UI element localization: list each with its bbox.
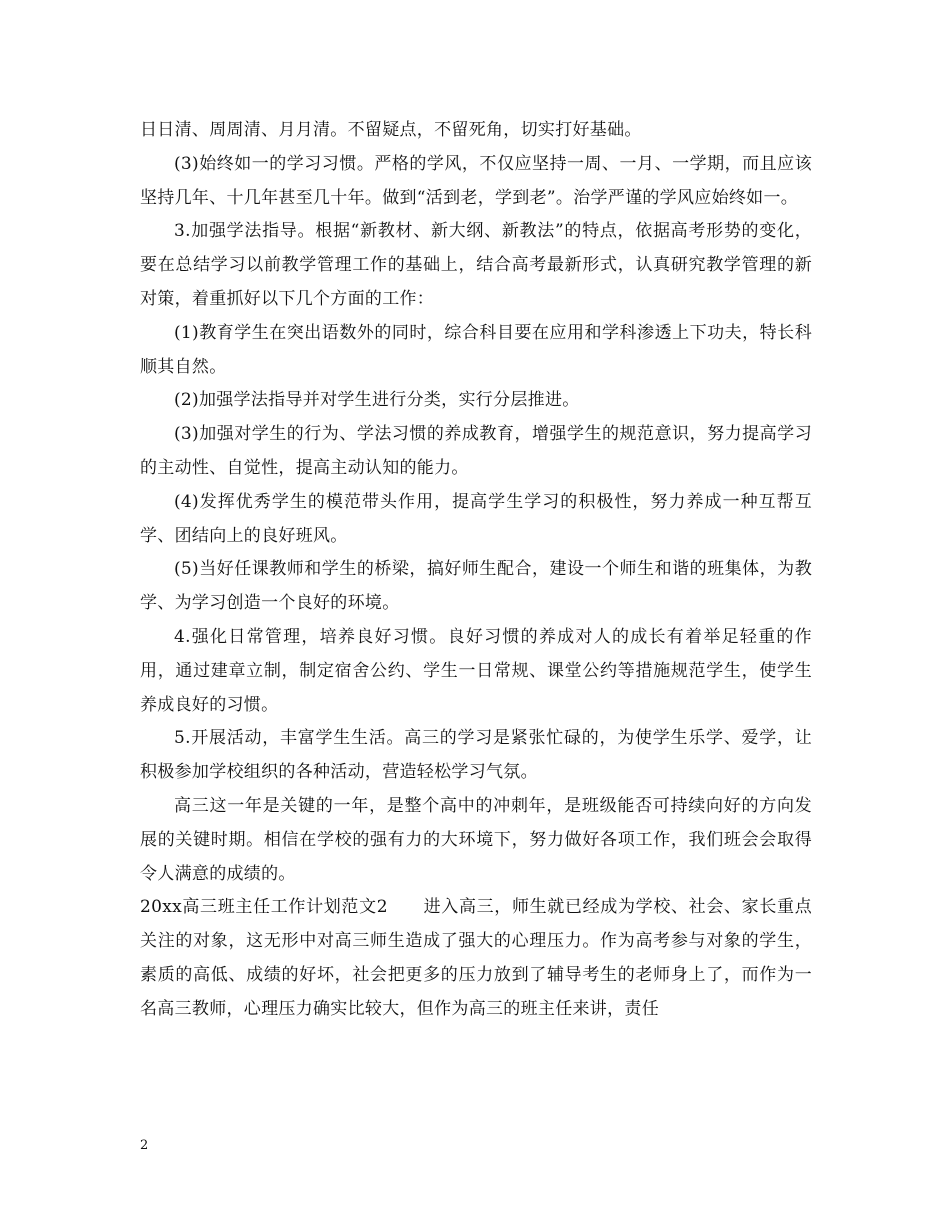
paragraph-3: 3.加强学法指导。根据“新教材、新大纲、新教法”的特点，依据高考形势的变化，要在总结学习以前教学管理工作的基础上，结合高考最新形式，认真研究教学管理的新对策，着重抓好以下几个方面的工作： bbox=[140, 221, 812, 309]
paragraph-6: (3)加强对学生的行为、学法习惯的养成教育，增强学生的规范意识，努力提高学习的主动性、自觉性，提高主动认知的能力。 bbox=[140, 424, 812, 478]
paragraph-5: (2)加强学法指导并对学生进行分类，实行分层推进。 bbox=[174, 390, 580, 411]
paragraph-4: (1)教育学生在突出语数外的同时，综合科目要在应用和学科渗透上下功夫，特长科顺其自然。 bbox=[140, 322, 812, 377]
paragraph-8: (5)当好任课教师和学生的桥梁，搞好师生配合，建设一个师生和谐的班集体，为教学、为学习创造一个良好的环境。 bbox=[140, 559, 812, 614]
page-number: 2 bbox=[140, 1138, 149, 1153]
paragraph-11: 高三这一年是关键的一年，是整个高中的冲刺年，是班级能否可持续向好的方向发展的关键时期。相信在学校的强有力的大环境下，努力做好各项工作，我们班会会取得令人满意的成绩的。 bbox=[140, 795, 812, 884]
paragraph-9: 4.强化日常管理，培养良好习惯。良好习惯的养成对人的成长有着举足轻重的作用，通过建章立制，制定宿舍公约、学生一日常规、课堂公约等措施规范学生，使学生养成良好的习惯。 bbox=[140, 626, 812, 715]
paragraph-12: 20xx高三班主任工作计划范文2 进入高三，师生就已经成为学校、社会、家长重点关注的对象，这无形中对高三师生造成了强大的心理压力。作为高考参与对象的学生，素质的高低、成绩的好坏，社会把更多的压力放到了辅导考生的老师身上了，而作为一名高三教师，心理压力确实比较大，但作为高三的班主任来讲，责任 bbox=[140, 897, 812, 1019]
body-text bbox=[140, 114, 812, 1027]
paragraph-1: 日日清、周周清、月月清。不留疑点，不留死角，切实打好基础。 bbox=[140, 120, 642, 140]
paragraph-10: 5.开展活动，丰富学生生活。高三的学习是紧张忙碌的，为使学生乐学、爱学，让积极参加学校组织的各种活动，营造轻松学习气氛。 bbox=[140, 728, 812, 783]
paragraph-7: (4)发挥优秀学生的模范带头作用，提高学生学习的积极性，努力养成一种互帮互学、团结向上的良好班风。 bbox=[140, 491, 812, 546]
paragraph-2: (3)始终如一的学习习惯。严格的学风，不仅应坚持一周、一月、一学期，而且应该坚持几年、十几年甚至几十年。做到“活到老，学到老”。治学严谨的学风应始终如一。 bbox=[140, 153, 812, 208]
